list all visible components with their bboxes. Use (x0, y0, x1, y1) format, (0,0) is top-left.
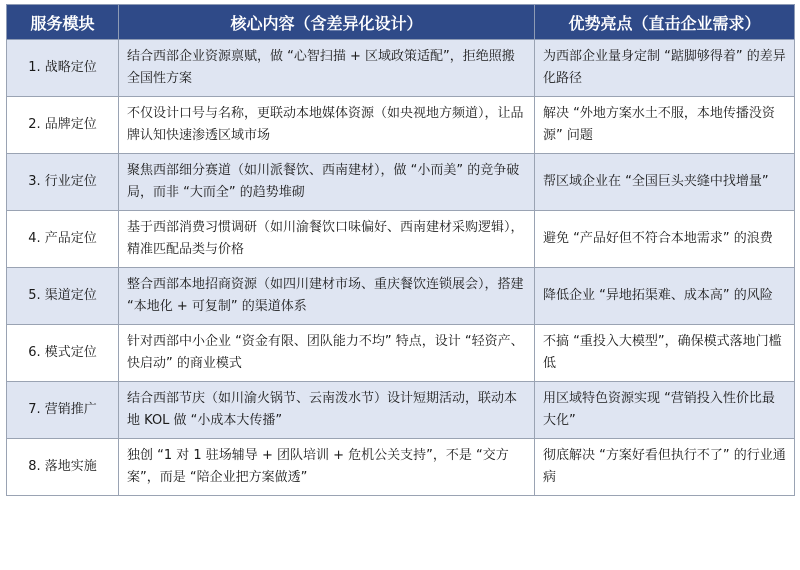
table-row (7, 154, 795, 211)
core-content-cell: 整合西部本地招商资源（如四川建材市场、重庆餐饮连锁展会），搭建 “本地化 + 可复制” 的渠道体系 (119, 268, 535, 325)
service-cell: 4. 产品定位 (7, 211, 119, 268)
core-content-cell: 聚焦西部细分赛道（如川派餐饮、西南建材），做 “小而美” 的竞争破局，而非 “大而全” 的趋势堆砌 (119, 154, 535, 211)
core-content-cell: 不仅设计口号与名称，更联动本地媒体资源（如央视地方频道），让品牌认知快速渗透区域市场 (119, 97, 535, 154)
services-table (6, 4, 795, 496)
table-row (7, 211, 795, 268)
advantage-cell: 解决 “外地方案水土不服，本地传播没资源” 问题 (535, 97, 795, 154)
header-advantage: 优势亮点（直击企业需求） (535, 5, 795, 40)
advantage-cell: 为西部企业量身定制 “踮脚够得着” 的差异化路径 (535, 40, 795, 97)
service-cell: 5. 渠道定位 (7, 268, 119, 325)
advantage-cell: 帮区域企业在 “全国巨头夹缝中找增量” (535, 154, 795, 211)
table-row (7, 40, 795, 97)
core-content-cell: 结合西部企业资源禀赋，做 “心智扫描 + 区域政策适配”，拒绝照搬全国性方案 (119, 40, 535, 97)
table-row (7, 439, 795, 496)
service-cell: 2. 品牌定位 (7, 97, 119, 154)
service-cell: 7. 营销推广 (7, 382, 119, 439)
table-row (7, 97, 795, 154)
core-content-cell: 独创 “1 对 1 驻场辅导 + 团队培训 + 危机公关支持”，不是 “交方案”，而是 “陪企业把方案做透” (119, 439, 535, 496)
table-row (7, 325, 795, 382)
advantage-cell: 不搞 “重投入大模型”，确保模式落地门槛低 (535, 325, 795, 382)
advantage-cell: 用区域特色资源实现 “营销投入性价比最大化” (535, 382, 795, 439)
service-cell: 6. 模式定位 (7, 325, 119, 382)
advantage-cell: 彻底解决 “方案好看但执行不了” 的行业通病 (535, 439, 795, 496)
advantage-cell: 避免 “产品好但不符合本地需求” 的浪费 (535, 211, 795, 268)
service-cell: 1. 战略定位 (7, 40, 119, 97)
table-row (7, 268, 795, 325)
header-row (7, 5, 795, 40)
header-service: 服务模块 (7, 5, 119, 40)
core-content-cell: 针对西部中小企业 “资金有限、团队能力不均” 特点，设计 “轻资产、快启动” 的商业模式 (119, 325, 535, 382)
service-cell: 8. 落地实施 (7, 439, 119, 496)
core-content-cell: 基于西部消费习惯调研（如川渝餐饮口味偏好、西南建材采购逻辑），精准匹配品类与价格 (119, 211, 535, 268)
table-row (7, 382, 795, 439)
service-cell: 3. 行业定位 (7, 154, 119, 211)
advantage-cell: 降低企业 “异地拓渠难、成本高” 的风险 (535, 268, 795, 325)
core-content-cell: 结合西部节庆（如川渝火锅节、云南泼水节）设计短期活动，联动本地 KOL 做 “小成本大传播” (119, 382, 535, 439)
header-core-content: 核心内容（含差异化设计） (119, 5, 535, 40)
